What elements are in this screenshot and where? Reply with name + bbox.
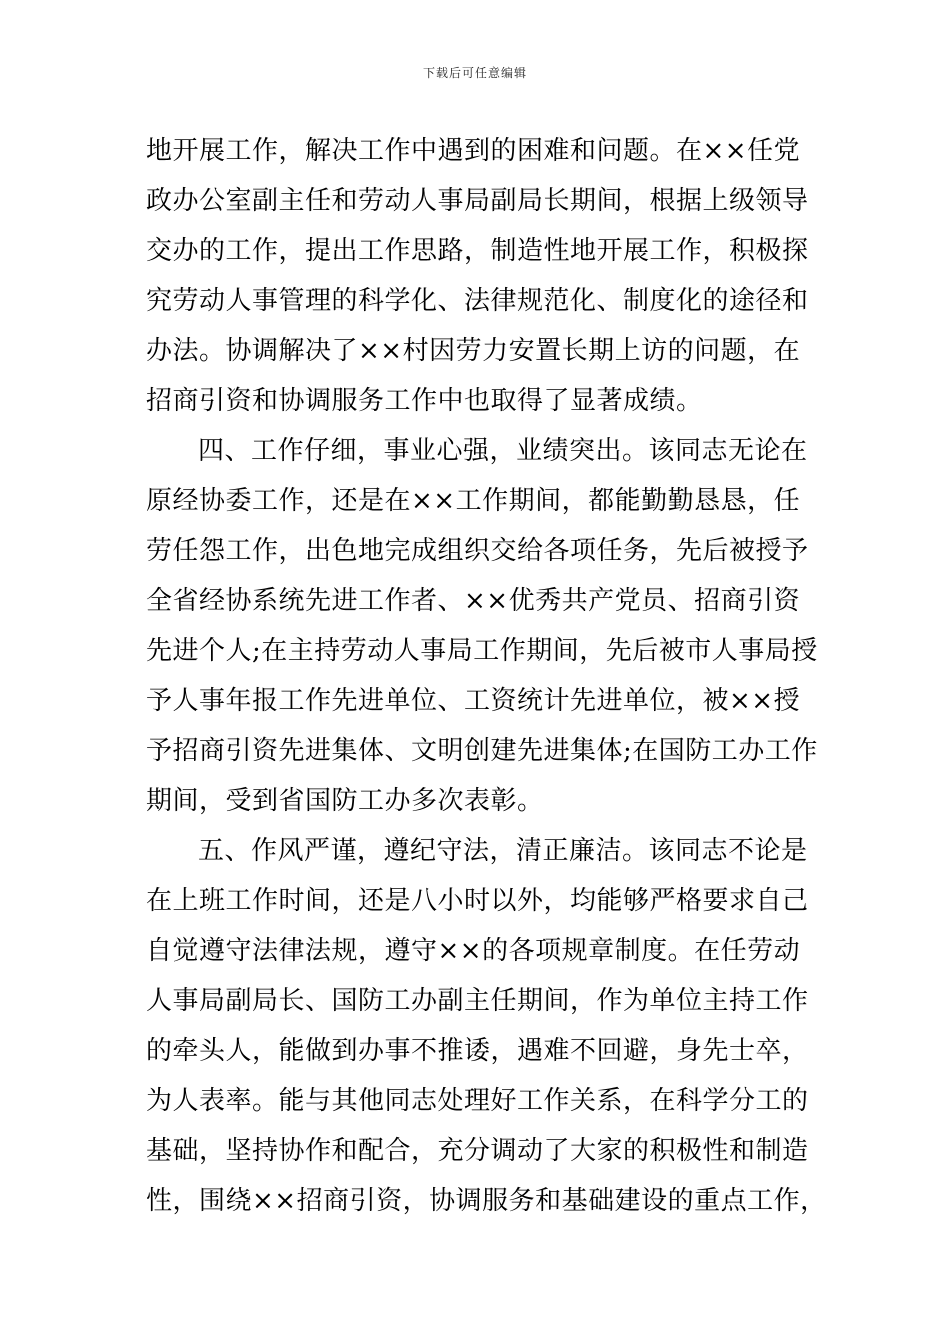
text-line: 在上班工作时间，还是八小时以外，均能够严格要求自己 xyxy=(146,886,809,916)
text-line: 先进个人;在主持劳动人事局工作期间，先后被市人事局授 xyxy=(146,636,818,666)
text-line: 办法。协调解决了××村因劳力安置长期上访的问题，在 xyxy=(146,336,801,366)
text-line: 全省经协系统先进工作者、××优秀共产党员、招商引资 xyxy=(146,586,801,616)
text-line: 劳任怨工作，出色地完成组织交给各项任务，先后被授予 xyxy=(146,536,809,566)
text-line: 政办公室副主任和劳动人事局副局长期间，根据上级领导 xyxy=(146,186,809,216)
paragraph-four-first-line: 四、工作仔细，事业心强，业绩突出。该同志无论在 xyxy=(198,436,808,466)
text-line: 予人事年报工作先进单位、工资统计先进单位，被××授 xyxy=(146,686,801,716)
text-line: 予招商引资先进集体、文明创建先进集体;在国防工办工作 xyxy=(146,736,818,766)
text-line: 为人表率。能与其他同志处理好工作关系，在科学分工的 xyxy=(146,1086,809,1116)
text-line: 性，围绕××招商引资，协调服务和基础建设的重点工作， xyxy=(146,1186,827,1216)
text-line: 原经协委工作，还是在××工作期间，都能勤勤恳恳，任 xyxy=(146,486,801,516)
text-line: 基础，坚持协作和配合，充分调动了大家的积极性和制造 xyxy=(146,1136,809,1166)
text-line: 交办的工作，提出工作思路，制造性地开展工作，积极探 xyxy=(146,236,809,266)
text-line: 期间，受到省国防工办多次表彰。 xyxy=(146,786,544,816)
text-line: 地开展工作，解决工作中遇到的困难和问题。在××任党 xyxy=(146,136,801,166)
document-body xyxy=(146,126,827,1226)
page-header: 下载后可任意编辑 xyxy=(422,66,527,80)
text-line: 人事局副局长、国防工办副主任期间，作为单位主持工作 xyxy=(146,986,809,1016)
text-line: 的牵头人，能做到办事不推诿，遇难不回避，身先士卒， xyxy=(146,1036,809,1066)
paragraph-five-first-line: 五、作风严谨，遵纪守法，清正廉洁。该同志不论是 xyxy=(198,836,808,866)
text-line: 究劳动人事管理的科学化、法律规范化、制度化的途径和 xyxy=(146,286,809,316)
text-line: 招商引资和协调服务工作中也取得了显著成绩。 xyxy=(146,386,703,416)
text-line: 自觉遵守法律法规，遵守××的各项规章制度。在任劳动 xyxy=(146,936,801,966)
